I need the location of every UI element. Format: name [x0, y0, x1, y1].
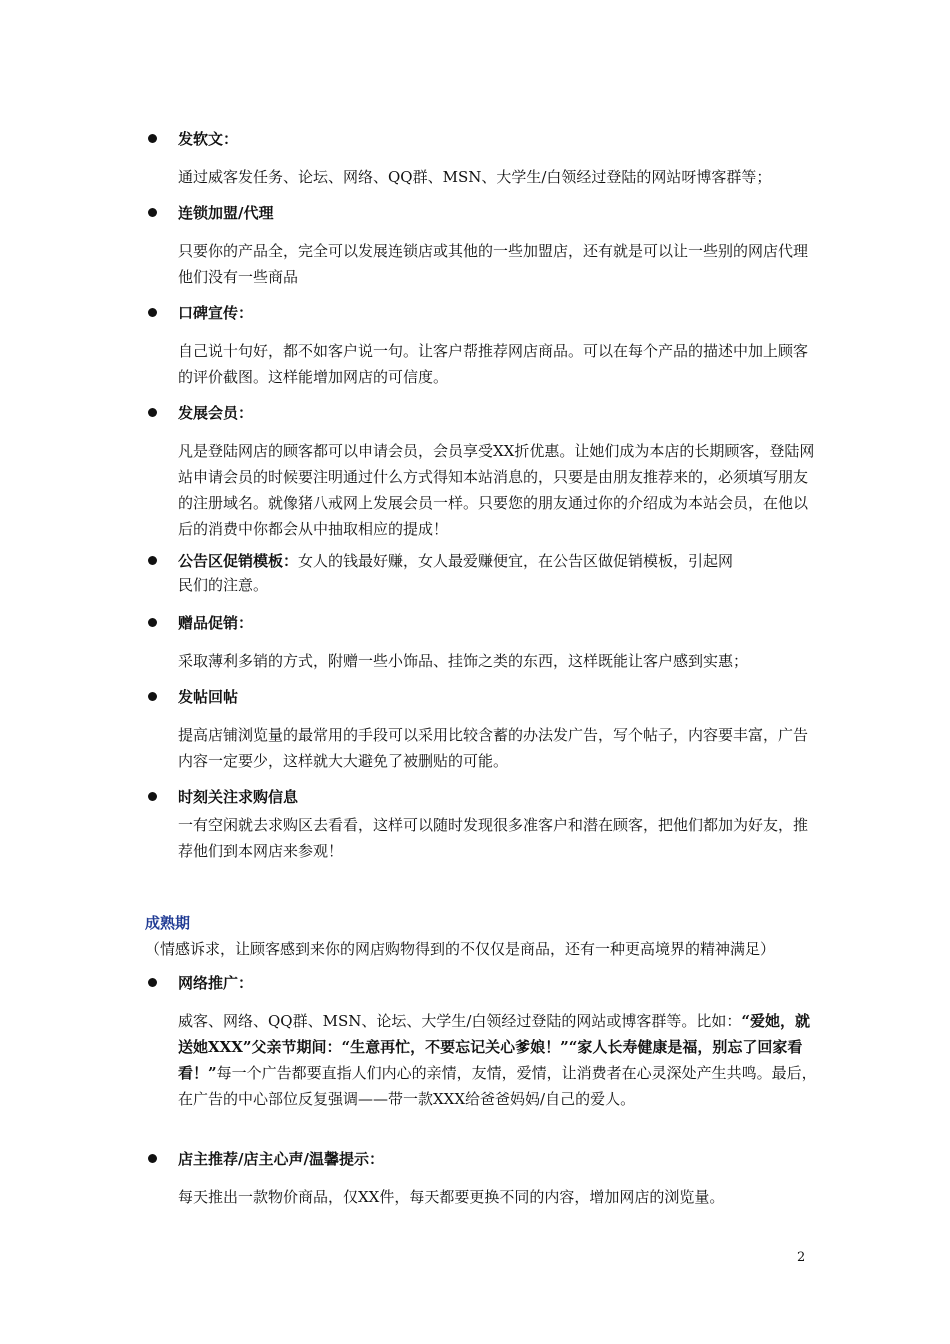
item-body: 自己说十句好，都不如客户说一句。让客户帮推荐网店商品。可以在每个产品的描述中加上顾客的评价截图。这样能增加网店的可信度。 [178, 342, 809, 386]
bullet-icon [148, 792, 157, 801]
section-title: 成熟期 [145, 914, 191, 932]
item-continuation: 民们的注意。 [178, 576, 269, 594]
body-intro: 威客、网络、QQ群、MSN、论坛、大学生/白领经过登陆的网站或博客群等。比如： [178, 1012, 742, 1030]
bullet-icon [148, 692, 157, 701]
bullet-icon [148, 208, 157, 217]
list-item [148, 612, 818, 674]
section-heading [145, 910, 820, 962]
item-title: 赠品促销： [178, 614, 254, 632]
bullet-icon [148, 556, 157, 565]
item-title: 发展会员： [178, 404, 254, 422]
list-item [148, 972, 818, 1112]
item-body: 凡是登陆网店的顾客都可以申请会员，会员享受XX折优惠。让她们成为本店的长期顾客，登陆网站申请会员的时候要注明通过什么方式得知本站消息的，只要是由朋友推荐来的，必须填写朋友的注册域名。就像猪八戒网上发展会员一样。只要您的朋友通过你的介绍成为本站会员，在他以后的消费中你都会从中抽取相应的提成！ [178, 442, 815, 538]
bullet-icon [148, 308, 157, 317]
item-body: 只要你的产品全，完全可以发展连锁店或其他的一些加盟店，还有就是可以让一些别的网店代理他们没有一些商品 [178, 242, 809, 286]
item-title: 口碑宣传： [178, 304, 254, 322]
list-item [148, 302, 818, 390]
list-item [148, 1148, 818, 1210]
list-item [148, 686, 818, 774]
bullet-icon [148, 618, 157, 627]
list-item [148, 128, 818, 190]
item-body: 采取薄利多销的方式，附赠一些小饰品、挂饰之类的东西，这样既能让客户感到实惠； [178, 652, 749, 670]
item-inline-text: 女人的钱最好赚，女人最爱赚便宜，在公告区做促销模板，引起网 [298, 552, 734, 570]
list-item [148, 202, 818, 290]
item-body: 通过威客发任务、论坛、网络、QQ群、MSN、大学生/白领经过登陆的网站呀博客群等； [178, 168, 772, 186]
item-title: 时刻关注求购信息 [178, 788, 299, 806]
list-item [148, 402, 818, 542]
list-item [148, 786, 818, 864]
bullet-icon [148, 134, 157, 143]
page-number: 2 [797, 1250, 806, 1265]
body-rest: 每一个广告都要直指人们内心的亲情，友情，爱情，让消费者在心灵深处产生共鸣。最后，在广告的中心部位反复强调——带一款XXX给爸爸妈妈/自己的爱人。 [178, 1064, 817, 1108]
item-title: 发软文： [178, 130, 239, 148]
bullet-icon [148, 408, 157, 417]
item-body: 每天推出一款物价商品，仅XX件，每天都要更换不同的内容，增加网店的浏览量。 [178, 1188, 725, 1206]
item-title: 公告区促销模板： [178, 552, 299, 570]
bullet-icon [148, 1154, 157, 1163]
item-title: 网络推广： [178, 974, 254, 992]
item-title: 店主推荐/店主心声/温馨提示： [178, 1150, 384, 1168]
section-description: （情感诉求，让顾客感到来你的网店购物得到的不仅仅是商品，还有一种更高境界的精神满足） [145, 940, 776, 958]
bullet-icon [148, 978, 157, 987]
item-body: 一有空闲就去求购区去看看，这样可以随时发现很多准客户和潜在顾客，把他们都加为好友，推荐他们到本网店来参观！ [178, 816, 809, 860]
item-body: 提高店铺浏览量的最常用的手段可以采用比较含蓄的办法发广告，写个帖子，内容要丰富，广告内容一定要少，这样就大大避免了被删贴的可能。 [178, 726, 809, 770]
item-title: 发帖回帖 [178, 688, 239, 706]
list-item [148, 550, 818, 598]
item-body [148, 1008, 818, 1112]
item-title: 连锁加盟/代理 [178, 204, 274, 222]
ad-slogans: “爱她，就送她XXX”父亲节期间：“生意再忙，不要忘记关心爹娘！”“家人长寿健康是福，别忘了回家看看！” [178, 1012, 811, 1082]
